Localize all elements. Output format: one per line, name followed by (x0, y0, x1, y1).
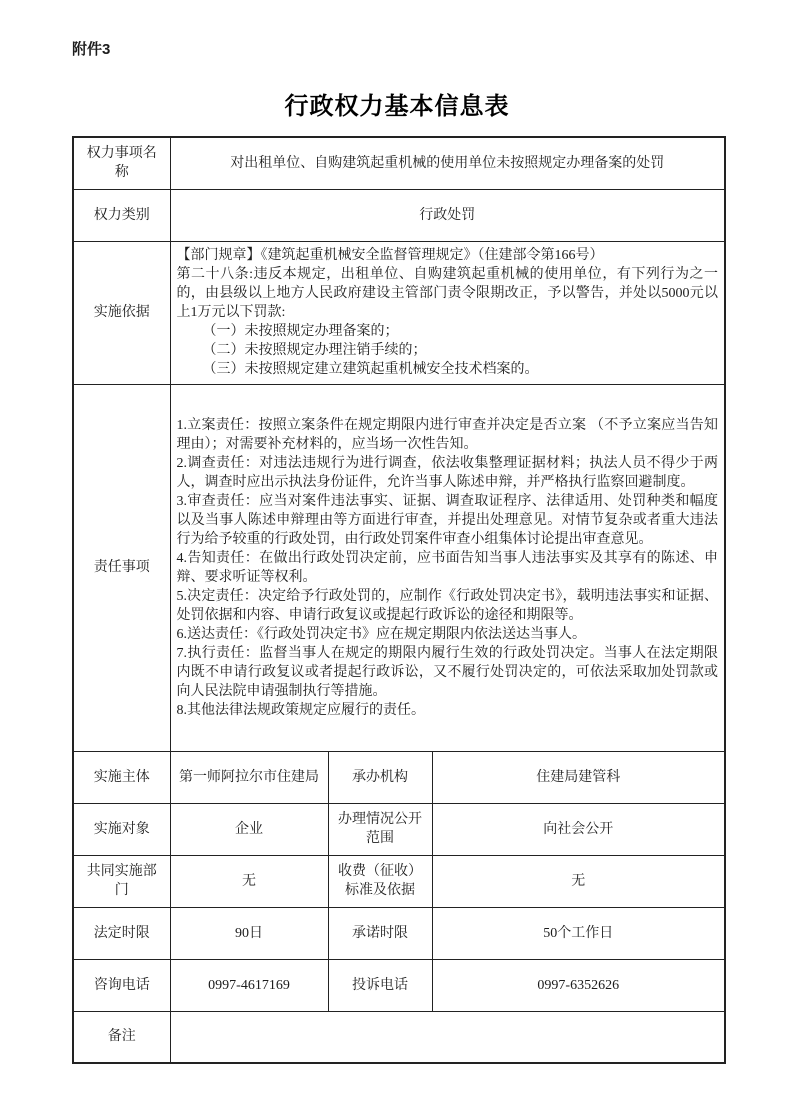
basis-line: （一）未按照规定办理备案的； (202, 324, 399, 339)
basis-line: （二）未按照规定办理注销手续的； (202, 343, 427, 358)
duty-item: 4.告知责任：在做出行政处罚决定前，应书面告知当事人违法事实及其享有的陈述、申辩、要求听证等权利。 (176, 550, 719, 585)
promised-time-limit-value: 50个工作日 (432, 907, 725, 959)
disclosure-scope-label: 办理情况公开范围 (328, 803, 432, 855)
fee-standard-value: 无 (432, 855, 725, 907)
joint-departments-label: 共同实施部门 (73, 855, 170, 907)
info-table (72, 136, 726, 1064)
implementation-target-label: 实施对象 (73, 803, 170, 855)
duty-item: 3.审查责任：应当对案件违法事实、证据、调查取证程序、法律适用、处罚种类和幅度以及当事人陈述申辩理由等方面进行审查，并提出处理意见。对情节复杂或者重大违法行为给予较重的行政处罚，由行政处罚案件审查小组集体讨论提出审查意见。 (176, 493, 719, 547)
row-joint-departments (73, 855, 725, 907)
page-title: 行政权力基本信息表 (284, 93, 510, 120)
promised-time-limit-label: 承诺时限 (328, 907, 432, 959)
duty-item: 6.送达责任：《行政处罚决定书》应在规定期限内依法送达当事人。 (176, 626, 586, 642)
undertaking-org-label: 承办机构 (328, 751, 432, 803)
power-category-label: 权力类别 (73, 189, 170, 241)
fee-standard-label: 收费（征收）标准及依据 (328, 855, 432, 907)
consultation-phone-value: 0997-4617169 (170, 959, 328, 1011)
basis-line: 【部门规章】《建筑起重机械安全监督管理规定》（住建部令第166号） (176, 248, 604, 263)
row-phones (73, 959, 725, 1011)
remark-label: 备注 (73, 1011, 170, 1063)
basis-line: 第二十八条:违反本规定，出租单位、自购建筑起重机械的使用单位，有下列行为之一的，由县级以上地方人民政府建设主管部门责令限期改正，予以警告，并处以5000元以上1万元以下罚款: (176, 267, 719, 320)
duty-item: 7.执行责任：监督当事人在规定的期限内履行生效的行政处罚决定。当事人在法定期限内既不申请行政复议或者提起行政诉讼，又不履行处罚决定的，可依法采取加处罚款或向人民法院申请强制执行等措施。 (176, 645, 719, 699)
power-category-value: 行政处罚 (170, 189, 725, 241)
row-statutory-time-limit (73, 907, 725, 959)
row-implementation-basis (73, 241, 725, 384)
implementation-basis-value (170, 241, 725, 384)
row-power-item-name (73, 137, 725, 189)
disclosure-scope-value: 向社会公开 (432, 803, 725, 855)
responsibility-items-label: 责任事项 (73, 384, 170, 751)
row-implementing-subject (73, 751, 725, 803)
power-item-name-value: 对出租单位、自购建筑起重机械的使用单位未按照规定办理备案的处罚 (170, 137, 725, 189)
attachment-label: 附件3 (72, 41, 111, 58)
duty-item: 1.立案责任：按照立案条件在规定期限内进行审查并决定是否立案 （不予立案应当告知理由）；对需要补充材料的，应当场一次性告知。 (176, 417, 719, 452)
implementing-subject-label: 实施主体 (73, 751, 170, 803)
consultation-phone-label: 咨询电话 (73, 959, 170, 1011)
row-implementation-target (73, 803, 725, 855)
implementing-subject-value: 第一师阿拉尔市住建局 (170, 751, 328, 803)
statutory-time-limit-label: 法定时限 (73, 907, 170, 959)
duty-item: 5.决定责任：决定给予行政处罚的，应制作《行政处罚决定书》，载明违法事实和证据、处罚依据和内容、申请行政复议或提起行政诉讼的途径和期限等。 (176, 588, 719, 623)
duty-item: 2.调查责任：对违法违规行为进行调查，依法收集整理证据材料；执法人员不得少于两人，调查时应出示执法身份证件，允许当事人陈述申辩，并严格执行监察回避制度。 (176, 455, 719, 490)
undertaking-org-value: 住建局建管科 (432, 751, 725, 803)
complaint-phone-value: 0997-6352626 (432, 959, 725, 1011)
row-remark (73, 1011, 725, 1063)
statutory-time-limit-value: 90日 (170, 907, 328, 959)
implementation-basis-label: 实施依据 (73, 241, 170, 384)
responsibility-items-value (170, 384, 725, 751)
complaint-phone-label: 投诉电话 (328, 959, 432, 1011)
basis-line: （三）未按照规定建立建筑起重机械安全技术档案的。 (202, 362, 539, 377)
duty-item: 8.其他法律法规政策规定应履行的责任。 (176, 702, 425, 718)
implementation-target-value: 企业 (170, 803, 328, 855)
joint-departments-value: 无 (170, 855, 328, 907)
row-responsibility-items (73, 384, 725, 751)
power-item-name-label: 权力事项名称 (73, 137, 170, 189)
remark-value (170, 1011, 725, 1063)
row-power-category (73, 189, 725, 241)
